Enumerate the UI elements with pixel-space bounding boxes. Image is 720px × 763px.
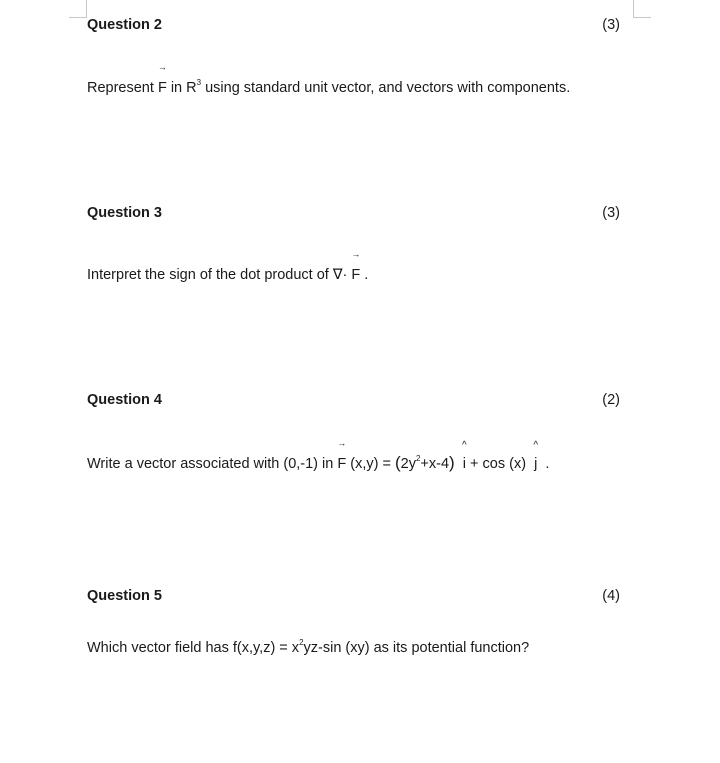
crop-mark-top-left-horizontal — [69, 17, 87, 18]
crop-mark-top-right-horizontal — [633, 17, 651, 18]
text-segment: in R — [170, 80, 197, 96]
question-2-heading — [87, 17, 620, 37]
vector-arrow-icon: → — [157, 62, 167, 72]
vector-letter: F — [157, 80, 167, 96]
open-paren: ( — [394, 453, 401, 472]
vector-arrow-icon: → — [351, 249, 361, 259]
text-segment: 2y — [400, 456, 416, 472]
question-4-heading — [87, 392, 620, 412]
superscript: 2 — [415, 454, 421, 463]
unit-vector-i — [462, 440, 467, 474]
question-marks: (4) — [602, 588, 620, 604]
question-marks: (2) — [602, 392, 620, 408]
vector-f — [351, 249, 361, 285]
text-segment: Which vector field has f(x,y,z) = x — [87, 640, 300, 656]
vector-f — [337, 438, 347, 474]
vector-arrow-icon: → — [337, 438, 347, 448]
text-segment: (x,y) = — [346, 456, 395, 472]
question-title: Question 3 — [87, 205, 162, 221]
question-2-text — [87, 62, 571, 98]
question-marks: (3) — [602, 17, 620, 33]
question-3-heading — [87, 205, 620, 225]
text-segment: yz-sin (xy) as its potential function? — [303, 640, 530, 656]
unit-letter: i — [462, 456, 467, 472]
hat-icon: ^ — [533, 440, 539, 451]
crop-mark-top-right-vertical — [633, 0, 634, 17]
question-5-heading — [87, 588, 620, 608]
text-segment: . — [360, 267, 369, 283]
question-4-text — [87, 438, 550, 474]
text-segment: + cos (x) — [466, 456, 531, 472]
text-segment: Write a vector associated with (0,-1) in — [87, 456, 338, 472]
text-segment: +x-4 — [420, 456, 450, 472]
close-paren: ) — [449, 453, 455, 472]
text-segment: using standard unit vector, and vectors with components. — [201, 80, 571, 96]
text-segment: Represent — [87, 80, 158, 96]
crop-mark-top-left-vertical — [86, 0, 87, 17]
question-title: Question 4 — [87, 392, 162, 408]
unit-vector-j — [533, 440, 539, 474]
superscript: 3 — [196, 78, 202, 87]
vector-letter: F — [337, 456, 347, 472]
unit-letter: j — [534, 456, 538, 472]
text-segment: Interpret the sign of the dot product of ∇· — [87, 267, 348, 283]
question-5-text — [87, 638, 529, 658]
question-3-text — [87, 249, 369, 285]
question-title: Question 5 — [87, 588, 162, 604]
question-title: Question 2 — [87, 17, 162, 33]
text-segment: . — [541, 456, 550, 472]
question-marks: (3) — [602, 205, 620, 221]
superscript: 2 — [299, 638, 304, 647]
vector-letter: F — [351, 267, 361, 283]
hat-icon: ^ — [462, 440, 467, 451]
vector-f — [157, 62, 167, 98]
